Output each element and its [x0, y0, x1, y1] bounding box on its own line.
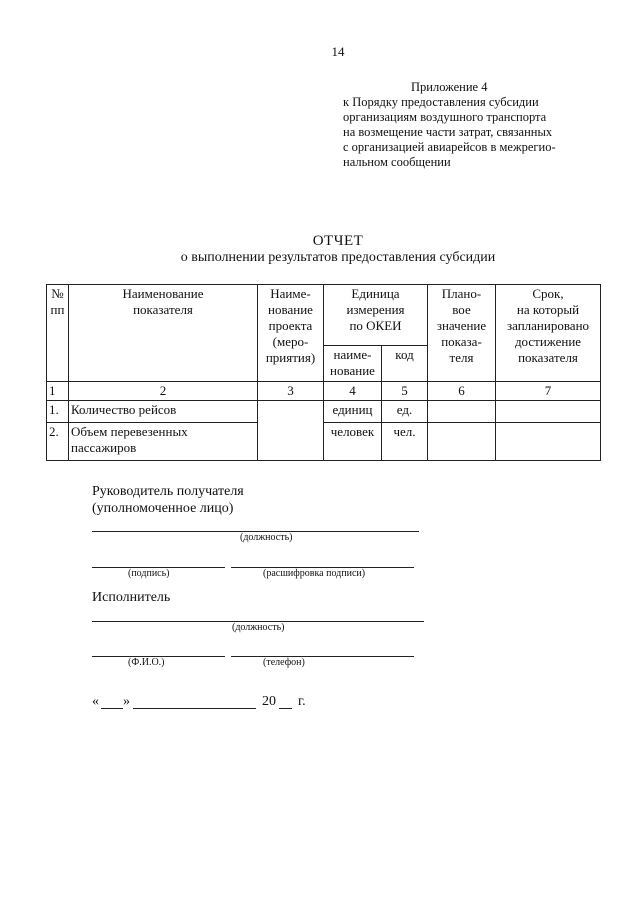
row-indicator: Количество рейсов — [69, 401, 258, 423]
col-number: 5 — [382, 382, 428, 401]
appendix-line: на возмещение части затрат, связанных — [343, 125, 553, 139]
phone-caption: (телефон) — [263, 657, 305, 668]
executor-position-caption: (должность) — [232, 622, 285, 633]
header-project: Наиме- нование проекта (меро- приятия) — [258, 285, 324, 382]
head-label: Руководитель получателя — [92, 484, 244, 499]
head-sublabel: (уполномоченное лицо) — [92, 501, 234, 516]
header-unit-name: наиме- нование — [324, 346, 382, 382]
year-suffix: г. — [298, 694, 306, 709]
row-num: 1. — [47, 401, 69, 423]
month-line[interactable] — [133, 708, 256, 709]
header-indicator: Наименование показателя — [69, 285, 258, 382]
phone-line[interactable] — [231, 656, 414, 657]
header-planned: Плано- вое значение показа- теля — [428, 285, 496, 382]
col-number: 4 — [324, 382, 382, 401]
report-title: ОТЧЕТ — [312, 233, 364, 249]
day-line[interactable] — [101, 708, 123, 709]
name-caption: (Ф.И.О.) — [128, 657, 165, 668]
row-indicator: Объем перевезенных пассажиров — [69, 423, 258, 461]
page-number: 14 — [331, 44, 345, 59]
year-line[interactable] — [279, 708, 292, 709]
row-planned — [428, 401, 496, 423]
signature-caption: (подпись) — [128, 568, 170, 579]
header-unit-group: Единица измерения по ОКЕИ — [324, 285, 428, 346]
appendix-block — [343, 80, 603, 170]
row-unit-code: чел. — [382, 423, 428, 461]
appendix-line: к Порядку предоставления субсидии — [343, 95, 539, 109]
row-unit-name: единиц — [324, 401, 382, 423]
col-number: 1 — [47, 382, 69, 401]
executor-label: Исполнитель — [92, 590, 171, 605]
appendix-line: нальном сообщении — [343, 155, 451, 169]
col-number: 6 — [428, 382, 496, 401]
header-unit-code: код — [382, 346, 428, 382]
table-row — [47, 401, 601, 423]
appendix-title: Приложение 4 — [411, 80, 488, 94]
appendix-line: организациям воздушного транспорта — [343, 110, 547, 124]
date-open-quote: « — [92, 694, 99, 709]
row-deadline — [496, 401, 601, 423]
row-project — [258, 401, 324, 461]
report-subtitle: о выполнении результатов предоставления субсидии — [180, 250, 496, 265]
appendix-line: с организацией авиарейсов в межрегио- — [343, 140, 556, 154]
col-number: 7 — [496, 382, 601, 401]
row-unit-name: человек — [324, 423, 382, 461]
report-table — [46, 284, 601, 461]
table-row — [47, 423, 601, 461]
col-number: 2 — [69, 382, 258, 401]
position-caption: (должность) — [240, 532, 293, 543]
row-deadline — [496, 423, 601, 461]
year-prefix: 20 — [262, 694, 276, 709]
date-close-quote: » — [123, 694, 130, 709]
col-number: 3 — [258, 382, 324, 401]
decoding-caption: (расшифровка подписи) — [263, 568, 366, 579]
header-num: № пп — [47, 285, 69, 382]
row-num: 2. — [47, 423, 69, 461]
row-unit-code: ед. — [382, 401, 428, 423]
row-planned — [428, 423, 496, 461]
header-deadline: Срок, на который запланировано достижение показателя — [496, 285, 601, 382]
